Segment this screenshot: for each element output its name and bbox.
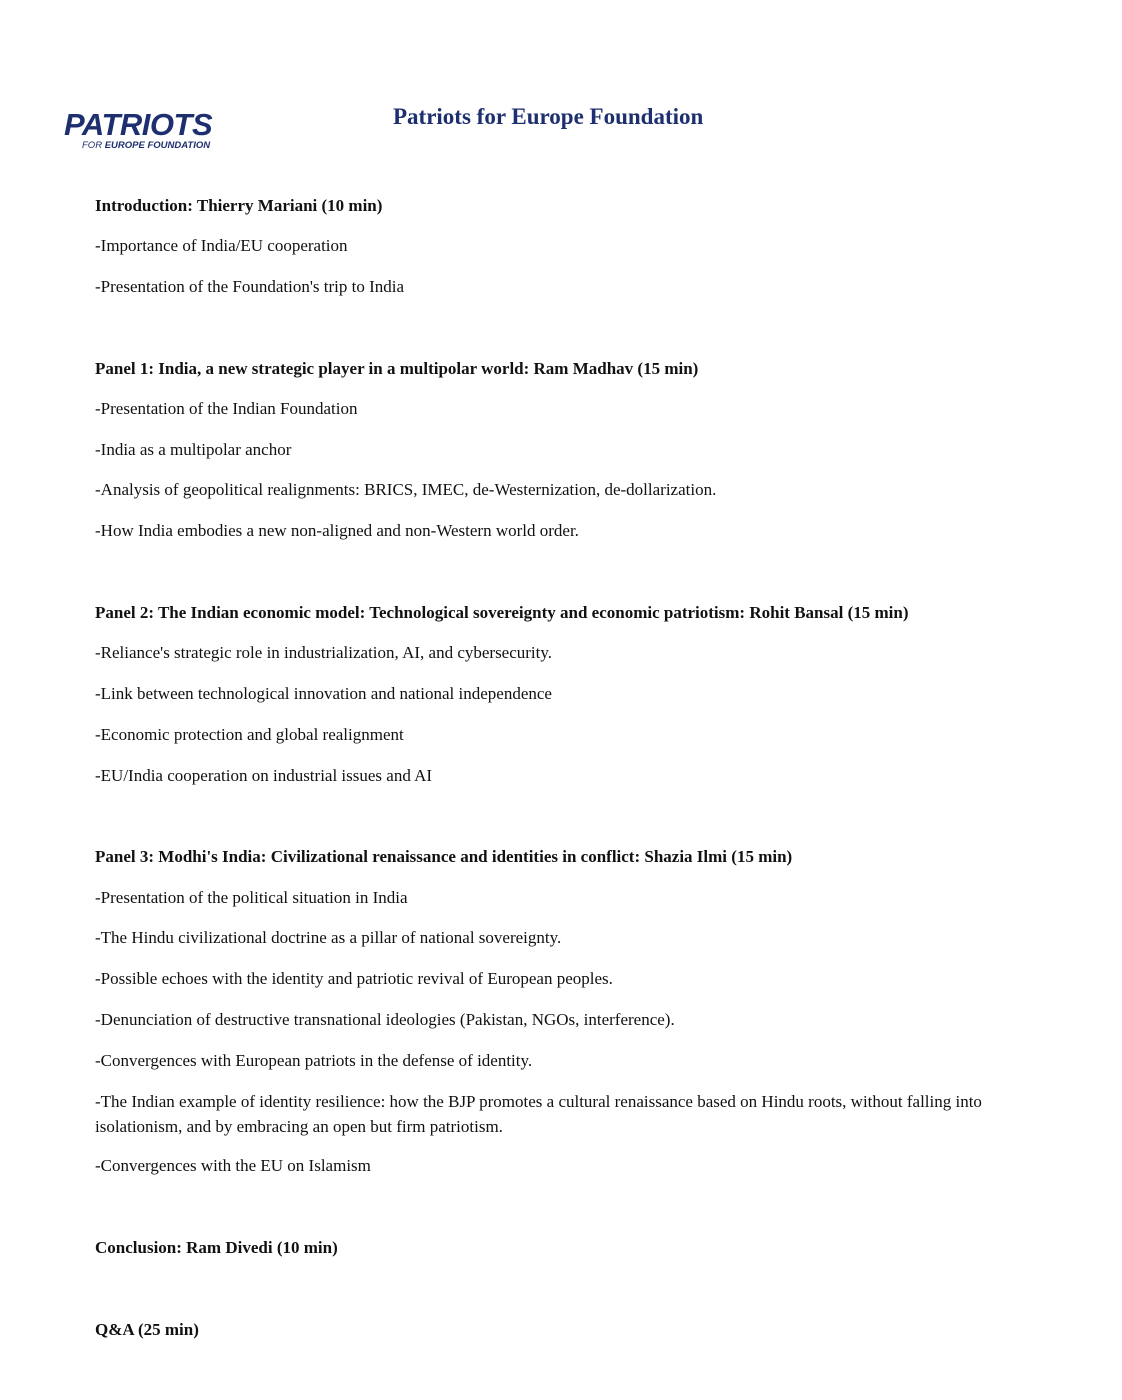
panel3-item: -The Indian example of identity resilience: how the BJP promotes a cultural renaissance based on Hindu roots, without falling into isolationism, and by embracing an open but firm patriotism.: [95, 1092, 982, 1136]
panel1-heading: Panel 1: India, a new strategic player in a multipolar world: Ram Madhav (15 min): [95, 359, 699, 378]
panel2-heading: Panel 2: The Indian economic model: Technological sovereignty and economic patriotism: Rohit Bansal (15 min): [95, 603, 909, 622]
panel3-item: -Possible echoes with the identity and patriotic revival of European peoples.: [95, 969, 613, 988]
intro-item: -Importance of India/EU cooperation: [95, 236, 348, 255]
panel3-item: -Convergences with European patriots in the defense of identity.: [95, 1051, 533, 1070]
panel1-item: -Presentation of the Indian Foundation: [95, 399, 358, 418]
qa-heading: Q&A (25 min): [95, 1320, 199, 1339]
panel3-item: -The Hindu civilizational doctrine as a pillar of national sovereignty.: [95, 928, 562, 947]
panel3-item: -Denunciation of destructive transnational ideologies (Pakistan, NGOs, interference).: [95, 1010, 675, 1029]
panel2-item: -Economic protection and global realignment: [95, 725, 404, 744]
logo-wordmark: PATRIOTS: [64, 107, 213, 142]
foundation-logo: [64, 108, 254, 154]
logo-subtitle-bold: EUROPE FOUNDATION: [104, 140, 211, 151]
panel3-item: -Convergences with the EU on Islamism: [95, 1156, 371, 1175]
conclusion-heading: Conclusion: Ram Divedi (10 min): [95, 1238, 338, 1257]
panel2-item: -Link between technological innovation and national independence: [95, 684, 552, 703]
logo-subtitle-prefix: FOR: [82, 140, 105, 151]
intro-item: -Presentation of the Foundation's trip to India: [95, 277, 405, 296]
panel1-item: -India as a multipolar anchor: [95, 440, 292, 459]
page-title: Patriots for Europe Foundation: [393, 104, 704, 129]
intro-heading: Introduction: Thierry Mariani (10 min): [95, 196, 383, 215]
panel2-item: -EU/India cooperation on industrial issues and AI: [95, 766, 433, 785]
panel3-item: -Presentation of the political situation in India: [95, 888, 408, 907]
panel1-item: -How India embodies a new non-aligned and non-Western world order.: [95, 521, 579, 540]
panel1-item: -Analysis of geopolitical realignments: BRICS, IMEC, de-Westernization, de-dollarization.: [95, 480, 717, 499]
panel2-item: -Reliance's strategic role in industrialization, AI, and cybersecurity.: [95, 643, 553, 662]
panel3-heading: Panel 3: Modhi's India: Civilizational renaissance and identities in conflict: Shazia Ilmi (15 min): [95, 847, 793, 866]
logo-subtitle: [82, 140, 210, 152]
